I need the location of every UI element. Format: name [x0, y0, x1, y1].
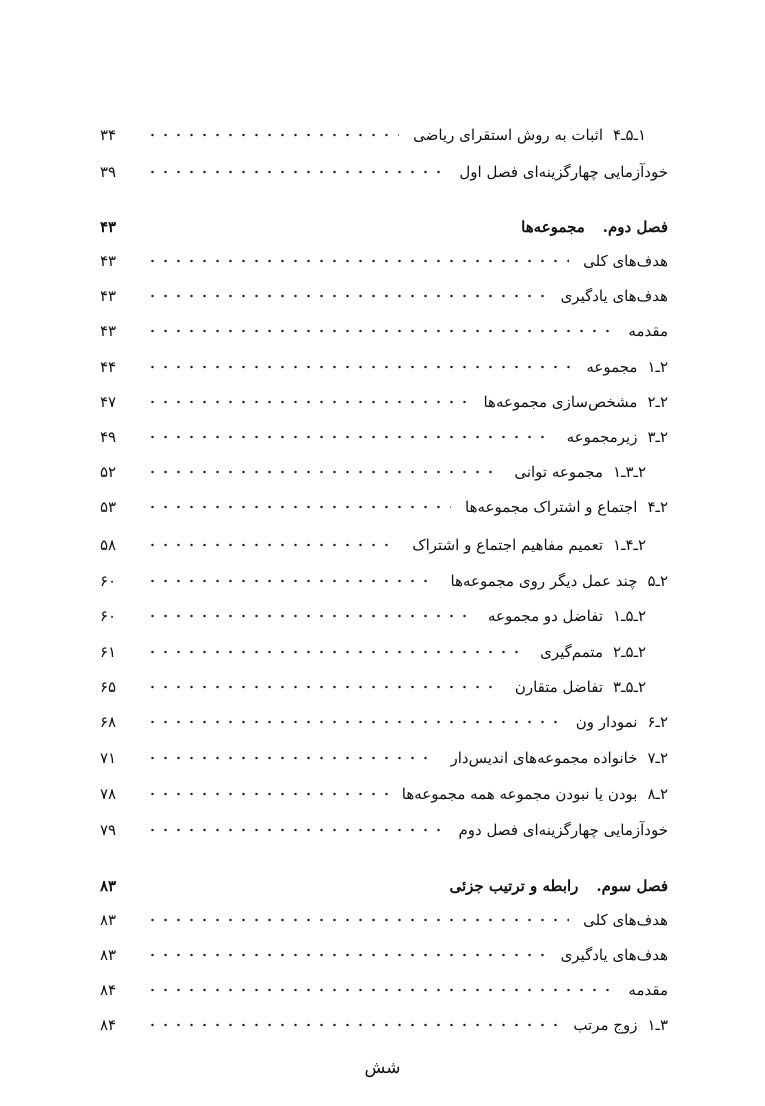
entry-title: تفاضل متقارن: [514, 678, 603, 696]
page-number: ۴۳: [100, 252, 117, 270]
toc-entry: [100, 566, 668, 596]
page-number: ۷۹: [100, 821, 117, 839]
section-number: ۲ـ۵ـ۳: [613, 678, 646, 696]
entry-title: تفاضل دو مجموعه: [487, 607, 603, 625]
toc-entry: [100, 743, 668, 773]
chapter-label: فصل سوم.: [596, 877, 668, 895]
toc-entry: [100, 316, 668, 346]
dot-leader: [146, 387, 469, 417]
entry-title: مقدمه: [628, 981, 668, 999]
page-number: ۴۳: [100, 322, 117, 340]
entry-title: اجتماع و اشتراک مجموعه‌ها: [465, 498, 638, 516]
toc-entry: [100, 352, 668, 382]
page-number: ۴۹: [100, 428, 117, 446]
section-number: ۲ـ۴: [647, 498, 668, 516]
toc-chapter-heading: [100, 212, 668, 242]
entry-title: خودآزمایی چهارگزینه‌ای فصل دوم: [458, 821, 668, 839]
page-number: ۴۷: [100, 393, 117, 411]
section-number: ۲ـ۵: [647, 572, 668, 590]
page-number: ۸۳: [100, 911, 117, 929]
page-number: ۵۲: [100, 463, 117, 481]
page-number: ۵۸: [100, 536, 117, 554]
page-number: ۶۰: [100, 607, 117, 625]
chapter-title: رابطه و ترتیب جزئی: [449, 877, 579, 895]
dot-leader: [146, 601, 474, 631]
toc-entry: [100, 457, 668, 487]
page-number: ۴۳: [100, 287, 117, 305]
entry-title: مجموعه: [586, 358, 638, 376]
section-number: ۲ـ۲: [647, 393, 668, 411]
toc-entry: [100, 492, 668, 522]
page-number: ۶۵: [100, 678, 117, 696]
page-number: ۸۴: [100, 1016, 117, 1034]
page-number: ۳۹: [100, 163, 117, 181]
toc-entry: [100, 940, 668, 970]
dot-leader: [146, 352, 572, 382]
toc-entry: [100, 975, 668, 1005]
entry-title: مشخص‌سازی مجموعه‌ها: [483, 393, 638, 411]
page-number: ۷۱: [100, 749, 117, 767]
dot-leader: [146, 492, 451, 522]
section-number: ۱ـ۵ـ۴: [613, 126, 646, 144]
entry-title: هدف‌های یادگیری: [560, 946, 668, 964]
dot-leader: [146, 157, 445, 187]
entry-title: متمم‌گیری: [540, 643, 603, 661]
section-number: ۲ـ۳: [647, 428, 668, 446]
toc-entry: [100, 707, 668, 737]
toc-entry: [100, 281, 668, 311]
page-number: ۵۳: [100, 498, 117, 516]
dot-leader: [146, 940, 547, 970]
dot-leader: [146, 905, 569, 935]
entry-title: مقدمه: [628, 322, 668, 340]
dot-leader: [146, 743, 437, 773]
entry-title: تعمیم مفاهیم اجتماع و اشتراک: [412, 536, 603, 554]
page-number: ۶۸: [100, 713, 117, 731]
toc-entry: [100, 905, 668, 935]
section-number: ۲ـ۳ـ۱: [613, 463, 646, 481]
toc-entry: [100, 672, 668, 702]
entry-title: مجموعه توانی: [514, 463, 603, 481]
entry-title: زوج مرتب: [573, 1016, 638, 1034]
dot-leader: [146, 120, 399, 150]
page-number: ۳۴: [100, 126, 117, 144]
dot-leader: [146, 815, 444, 845]
entry-title: بودن یا نبودن مجموعه همه مجموعه‌ها: [401, 785, 638, 803]
page-number: ۴۴: [100, 358, 117, 376]
entry-title: خانواده مجموعه‌های اندیس‌دار: [450, 749, 638, 767]
toc-entry: [100, 157, 668, 187]
dot-leader: [146, 281, 547, 311]
page-number: ۸۳: [100, 877, 117, 895]
entry-title: چند عمل دیگر روی مجموعه‌ها: [450, 572, 638, 590]
entry-title: خودآزمایی چهارگزینه‌ای فصل اول: [459, 163, 668, 181]
toc-entry: [100, 779, 668, 809]
entry-title: هدف‌های کلی: [583, 911, 668, 929]
page-number: ۸۴: [100, 981, 117, 999]
entry-title: زیرمجموعه: [566, 428, 638, 446]
toc-entry: [100, 530, 668, 560]
toc-entry: [100, 387, 668, 417]
toc-entry: [100, 422, 668, 452]
section-number: ۲ـ۱: [647, 358, 668, 376]
dot-leader: [146, 779, 388, 809]
dot-leader: [146, 316, 614, 346]
dot-leader: [146, 566, 436, 596]
section-number: ۲ـ۵ـ۲: [613, 643, 646, 661]
section-number: ۲ـ۶: [647, 713, 668, 731]
page-number: ۷۸: [100, 785, 117, 803]
toc-entry: [100, 120, 668, 150]
toc-chapter-heading: [100, 871, 668, 901]
toc-entry: [100, 637, 668, 667]
dot-leader: [146, 422, 553, 452]
dot-leader: [146, 672, 501, 702]
page-number: ۸۳: [100, 946, 117, 964]
dot-leader: [146, 457, 500, 487]
section-number: ۲ـ۵ـ۱: [613, 607, 646, 625]
chapter-title: مجموعه‌ها: [521, 218, 585, 236]
chapter-label: فصل دوم.: [602, 218, 668, 236]
toc-entry: [100, 1010, 668, 1040]
entry-title: هدف‌های کلی: [583, 252, 668, 270]
section-number: ۲ـ۷: [647, 749, 668, 767]
section-number: ۲ـ۴ـ۱: [613, 536, 646, 554]
dot-leader: [146, 246, 569, 276]
dot-leader: [146, 975, 614, 1005]
dot-leader: [146, 637, 526, 667]
toc-entry: [100, 601, 668, 631]
page-number: ۶۱: [100, 643, 117, 661]
toc-entry: [100, 246, 668, 276]
entry-title: اثبات به روش استقرای ریاضی: [413, 126, 603, 144]
page-number-footer: شش: [364, 1058, 401, 1078]
section-number: ۲ـ۸: [647, 785, 668, 803]
section-number: ۳ـ۱: [647, 1016, 668, 1034]
toc-entry: [100, 815, 668, 845]
dot-leader: [146, 1010, 559, 1040]
entry-title: هدف‌های یادگیری: [560, 287, 668, 305]
page-number: ۴۳: [100, 218, 117, 236]
dot-leader: [146, 530, 398, 560]
dot-leader: [146, 707, 562, 737]
entry-title: نمودار ون: [575, 713, 638, 731]
page-number: ۶۰: [100, 572, 117, 590]
